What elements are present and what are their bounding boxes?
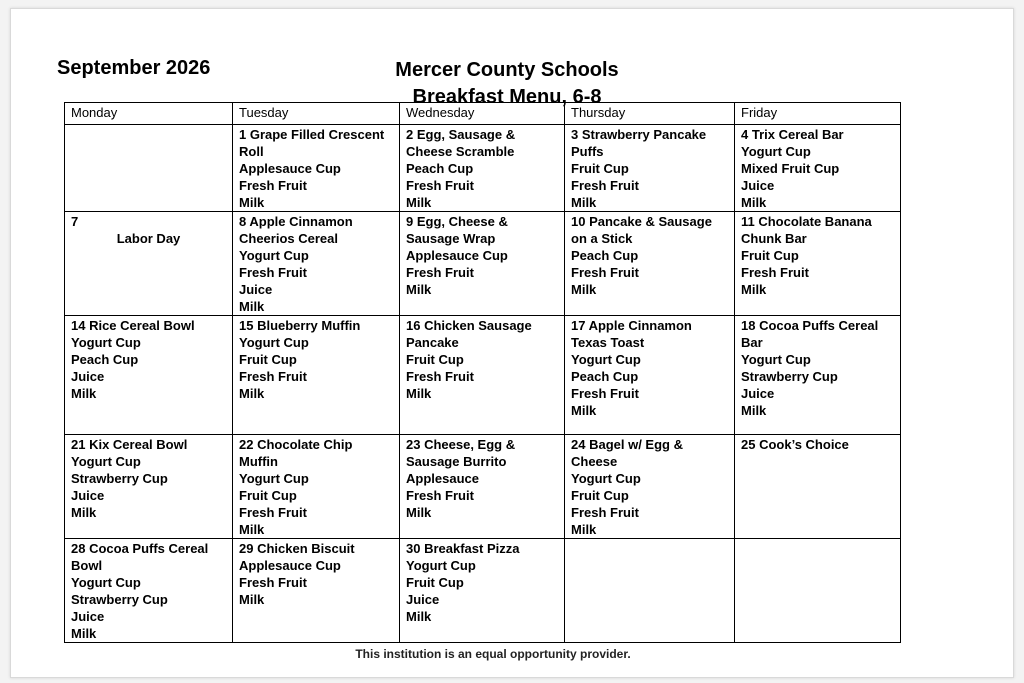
menu-item: Fruit Cup [571,161,629,176]
menu-item: Juice [406,592,440,607]
month-label: September 2026 [57,57,211,79]
day-cell [65,435,233,539]
menu-item: Pancake [406,335,459,350]
menu-item-date: 23 Cheese, Egg & [406,437,516,452]
menu-item-date: 4 Trix Cereal Bar [741,127,844,142]
menu-item: Milk [406,505,432,520]
day-cell [233,435,400,539]
day-cell [65,212,233,316]
holiday-label: Labor Day [116,231,181,246]
menu-item: Milk [741,282,767,297]
menu-item: Texas Toast [571,335,645,350]
menu-item: Strawberry Cup [71,471,168,486]
menu-item: Yogurt Cup [239,248,309,263]
menu-item: Mixed Fruit Cup [741,161,840,176]
menu-item-date: 22 Chocolate Chip [239,437,353,452]
menu-item: Chunk Bar [741,231,807,246]
day-cell [400,125,565,212]
menu-item: Applesauce Cup [239,161,341,176]
weekday-header: Friday [735,103,901,125]
menu-item: Milk [406,609,432,624]
breakfast-menu-table [64,102,901,643]
weekday-header: Monday [65,103,233,125]
menu-item-date: 25 Cook’s Choice [741,437,849,452]
menu-item-date: 11 Chocolate Banana [741,214,872,229]
menu-item: Milk [239,299,265,314]
menu-item: Strawberry Cup [741,369,838,384]
menu-item-date: 3 Strawberry Pancake [571,127,707,142]
day-cell [565,435,735,539]
menu-item-date: 29 Chicken Biscuit [239,541,355,556]
weekday-header-row [65,103,901,125]
menu-item: Applesauce [406,471,479,486]
menu-item: Milk [71,505,97,520]
day-cell [400,539,565,643]
week-row [65,316,901,435]
menu-item: Yogurt Cup [71,335,141,350]
weekday-header: Thursday [565,103,735,125]
menu-item: Peach Cup [71,352,139,367]
menu-item: Milk [571,522,597,537]
week-row [65,125,901,212]
menu-item-date: 1 Grape Filled Crescent [239,127,385,142]
menu-item-date: 10 Pancake & Sausage [571,214,712,229]
menu-item: Milk [571,282,597,297]
menu-item: Yogurt Cup [406,558,476,573]
menu-item: Cheese Scramble [406,144,515,159]
day-cell [400,316,565,435]
day-cell [565,212,735,316]
menu-item: Milk [741,403,767,418]
menu-item: Yogurt Cup [239,471,309,486]
menu-item: Fruit Cup [406,575,464,590]
day-cell [735,539,901,643]
menu-item: Fresh Fruit [571,265,639,280]
day-cell [233,539,400,643]
menu-item: Milk [71,626,97,641]
school-title: Mercer County Schools [395,59,619,81]
menu-item: Juice [71,488,105,503]
menu-item-date: 8 Apple Cinnamon [239,214,353,229]
menu-item: Juice [741,386,775,401]
menu-item: Juice [71,609,105,624]
menu-item: Yogurt Cup [71,575,141,590]
day-cell [735,125,901,212]
day-cell [400,212,565,316]
menu-item: Juice [741,178,775,193]
menu-item: Fresh Fruit [239,178,307,193]
menu-item-date: 21 Kix Cereal Bowl [71,437,188,452]
weekday-header: Wednesday [400,103,565,125]
menu-item: Fruit Cup [571,488,629,503]
menu-item: Milk [239,386,265,401]
day-cell [233,125,400,212]
menu-item: Roll [239,144,264,159]
menu-item-date: 14 Rice Cereal Bowl [71,318,195,333]
menu-item: Milk [239,592,265,607]
day-cell [65,539,233,643]
day-cell [565,316,735,435]
day-cell [565,539,735,643]
week-row [65,539,901,643]
menu-item-date: 30 Breakfast Pizza [406,541,520,556]
menu-item: Fruit Cup [239,488,297,503]
menu-item: Yogurt Cup [571,471,641,486]
menu-item: Juice [71,369,105,384]
menu-item: Peach Cup [571,369,639,384]
menu-item-date: 7 [71,214,79,229]
day-cell [565,125,735,212]
week-row [65,212,901,316]
menu-item: Yogurt Cup [741,352,811,367]
menu-item: Fresh Fruit [406,265,474,280]
menu-item-date: 28 Cocoa Puffs Cereal [71,541,209,556]
menu-item: on a Stick [571,231,633,246]
menu-item: Milk [406,282,432,297]
menu-item: Applesauce Cup [406,248,508,263]
menu-item: Strawberry Cup [71,592,168,607]
menu-item: Fresh Fruit [239,575,307,590]
menu-item: Fresh Fruit [571,386,639,401]
menu-item: Yogurt Cup [571,352,641,367]
menu-item: Milk [239,195,265,210]
footer-note: This institution is an equal opportunity provider. [355,647,631,661]
menu-item: Yogurt Cup [239,335,309,350]
day-cell [400,435,565,539]
week-row [65,435,901,539]
menu-item: Yogurt Cup [741,144,811,159]
weekday-header: Tuesday [233,103,400,125]
menu-item: Milk [406,386,432,401]
menu-item: Sausage Burrito [406,454,507,469]
menu-item: Cheese [571,454,618,469]
menu-item: Fresh Fruit [406,488,474,503]
menu-item-date: 15 Blueberry Muffin [239,318,361,333]
menu-item: Fresh Fruit [239,505,307,520]
menu-item-date: 18 Cocoa Puffs Cereal [741,318,879,333]
menu-item: Fresh Fruit [741,265,809,280]
menu-item: Puffs [571,144,604,159]
menu-item: Fresh Fruit [571,178,639,193]
menu-item: Fruit Cup [741,248,799,263]
day-cell [735,212,901,316]
menu-item: Milk [71,386,97,401]
menu-item: Fruit Cup [406,352,464,367]
menu-item: Applesauce Cup [239,558,341,573]
menu-item: Fresh Fruit [571,505,639,520]
menu-item: Milk [406,195,432,210]
menu-item: Milk [571,195,597,210]
menu-item-date: 9 Egg, Cheese & [406,214,508,229]
menu-item: Bowl [71,558,103,573]
menu-item: Peach Cup [571,248,639,263]
day-cell [735,316,901,435]
menu-item: Milk [571,403,597,418]
menu-item: Muffin [239,454,278,469]
menu-item-date: 24 Bagel w/ Egg & [571,437,683,452]
menu-subtitle: Breakfast Menu, 6-8 [412,86,602,108]
day-cell [65,316,233,435]
day-cell [65,125,233,212]
menu-item: Fresh Fruit [406,178,474,193]
day-cell [233,212,400,316]
menu-item: Peach Cup [406,161,474,176]
menu-item: Milk [239,522,265,537]
menu-item: Yogurt Cup [71,454,141,469]
menu-item: Fruit Cup [239,352,297,367]
menu-item-date: 16 Chicken Sausage [406,318,532,333]
menu-item: Juice [239,282,273,297]
menu-item: Fresh Fruit [239,369,307,384]
day-cell [735,435,901,539]
menu-item: Sausage Wrap [406,231,496,246]
menu-item: Bar [741,335,763,350]
menu-item: Fresh Fruit [239,265,307,280]
menu-item-date: 17 Apple Cinnamon [571,318,692,333]
menu-item-date: 2 Egg, Sausage & [406,127,516,142]
menu-item: Fresh Fruit [406,369,474,384]
day-cell [233,316,400,435]
menu-item: Milk [741,195,767,210]
menu-item: Cheerios Cereal [239,231,338,246]
